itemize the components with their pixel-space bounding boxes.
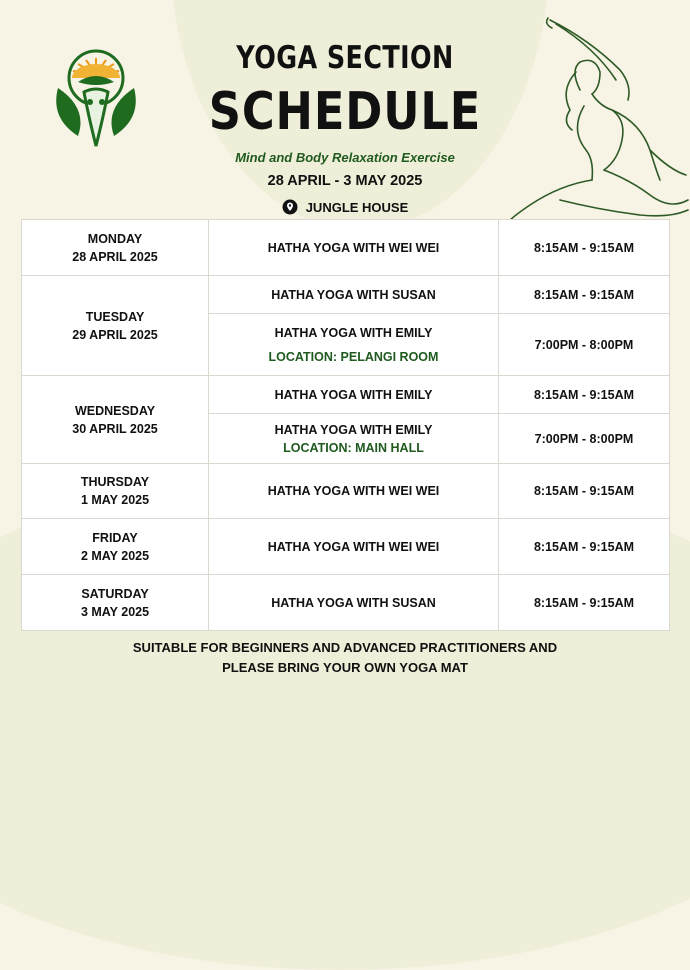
table-row [22, 519, 670, 575]
schedule-table [21, 219, 670, 631]
time-cell: 8:15AM - 9:15AM [499, 519, 670, 575]
time-cell: 8:15AM - 9:15AM [499, 376, 670, 414]
day-name: MONDAY [87, 231, 143, 246]
day-date: 1 MAY 2025 [80, 493, 150, 507]
class-name: HATHA YOGA WITH EMILY [274, 422, 433, 437]
subtitle: Mind and Body Relaxation Exercise [235, 150, 455, 165]
class-location: LOCATION: PELANGI ROOM [268, 349, 439, 364]
day-cell [22, 276, 209, 376]
day-date: 2 MAY 2025 [80, 548, 150, 563]
class-cell [209, 314, 499, 376]
class-cell [209, 464, 499, 519]
time-cell: 8:15AM - 9:15AM [499, 220, 670, 276]
day-date: 28 APRIL 2025 [72, 249, 158, 264]
time-cell: 8:15AM - 9:15AM [499, 464, 670, 519]
day-date: 30 APRIL 2025 [72, 421, 158, 436]
class-name: HATHA YOGA WITH WEI WEI [267, 484, 440, 498]
day-cell [22, 575, 209, 631]
class-name: HATHA YOGA WITH EMILY [274, 387, 433, 402]
table-row [22, 220, 670, 276]
class-name: HATHA YOGA WITH WEI WEI [267, 539, 440, 554]
class-cell [209, 414, 499, 464]
day-name: SATURDAY [81, 586, 149, 601]
day-date: 29 APRIL 2025 [72, 327, 158, 342]
class-name: HATHA YOGA WITH SUSAN [271, 287, 436, 302]
time-cell: 8:15AM - 9:15AM [499, 276, 670, 314]
footer-line-2: PLEASE BRING YOUR OWN YOGA MAT [222, 660, 468, 675]
footer-note [0, 638, 690, 678]
class-cell [209, 376, 499, 414]
date-range: 28 APRIL - 3 MAY 2025 [267, 173, 423, 189]
table-row [22, 276, 670, 314]
time-cell: 8:15AM - 9:15AM [499, 575, 670, 631]
table-row [22, 575, 670, 631]
day-name: FRIDAY [92, 530, 138, 545]
table-row [22, 376, 670, 414]
footer-line-1: SUITABLE FOR BEGINNERS AND ADVANCED PRACTITIONERS AND [132, 640, 558, 655]
class-cell [209, 276, 499, 314]
day-cell [22, 376, 209, 464]
day-cell [22, 220, 209, 276]
map-pin-icon [282, 199, 298, 215]
class-name: HATHA YOGA WITH SUSAN [271, 595, 436, 610]
time-cell: 7:00PM - 8:00PM [499, 414, 670, 464]
venue [0, 199, 690, 215]
class-cell [209, 575, 499, 631]
venue-name: JUNGLE HOUSE [305, 199, 409, 215]
day-cell [22, 464, 209, 519]
class-cell [209, 220, 499, 276]
day-cell [22, 519, 209, 575]
time-cell: 7:00PM - 8:00PM [499, 314, 670, 376]
class-name: HATHA YOGA WITH EMILY [274, 325, 433, 340]
day-date: 3 MAY 2025 [80, 604, 150, 619]
day-name: WEDNESDAY [74, 403, 156, 418]
table-row [22, 464, 670, 519]
title-line-2: SCHEDULE [208, 82, 482, 142]
title-line-1: YOGA SECTION [236, 40, 454, 76]
class-location: LOCATION: MAIN HALL [283, 440, 424, 455]
class-name: HATHA YOGA WITH WEI WEI [267, 240, 440, 255]
day-name: THURSDAY [80, 475, 150, 489]
day-name: TUESDAY [85, 309, 145, 324]
class-cell [209, 519, 499, 575]
